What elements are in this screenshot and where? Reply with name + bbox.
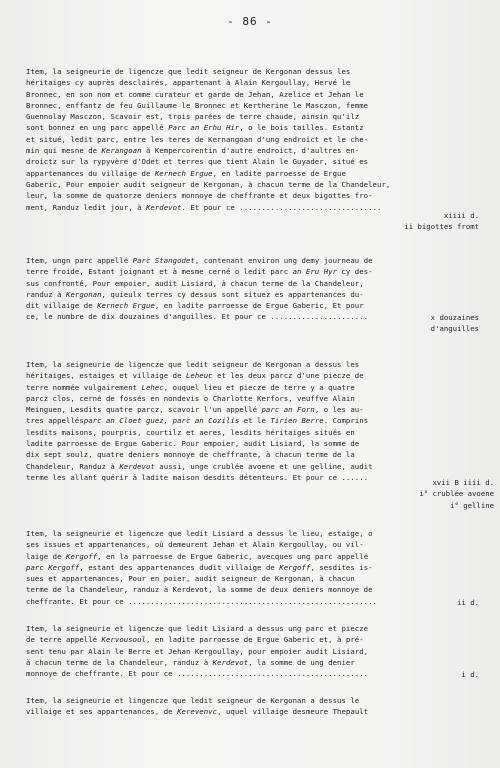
margin-amount	[419, 477, 494, 511]
text-segment: Item, la seigneurie et ligencze que ledit Lisiard a dessus ung parc et piecze	[26, 624, 369, 633]
margin-amount	[404, 210, 479, 233]
margin-line: i° gelline	[450, 500, 494, 510]
text-segment: , uquel villaige desmeure Thepault	[217, 707, 369, 717]
place-name: parc Kergoff	[26, 562, 80, 572]
text-segment: Guennolay Masczon, Scavoir est, trois parées de terre chaude, ainsin qu'ilz	[26, 112, 360, 122]
text-segment: à Kempercorentin d'autre endroict, d'aultres en-	[141, 146, 360, 156]
text-segment: Item, la seigneurie et lingencze que ledit seigneur de Kergonan a dessus le	[26, 696, 360, 705]
text-line	[26, 461, 380, 472]
text-line	[26, 202, 380, 213]
margin-line: ii bigottes fromt	[404, 222, 479, 232]
text-segment: héritaiges cy auprès desclairés, appartenant à Alain Kergoullay, Hervé le	[26, 78, 351, 88]
text-line	[26, 255, 380, 266]
text-segment: appartenances du villaige de	[26, 168, 155, 178]
margin-line: i° crublée avoene	[419, 489, 494, 499]
place-name: Tirien Berre	[270, 416, 324, 426]
place-name: Lehec	[141, 382, 164, 392]
text-segment: terme les allant quérir à ladite maison desdits détenteurs. Et pour ce ......	[26, 472, 369, 482]
text-segment: monnoye de cheffrante. Et pour ce ...........................................	[26, 669, 369, 679]
text-segment: terme de la Chandeleur, randuz à Kerdevot, la somme de deux deniers monnoye de	[26, 585, 373, 595]
text-segment: Item, ungn parc appellé	[26, 256, 133, 265]
text-line	[26, 179, 391, 190]
text-line	[26, 528, 380, 539]
place-name: Kerdevot	[145, 202, 182, 212]
text-segment: ses issues et appartenances, où demeurent Jehan et Alain Kergoullay, ou vil-	[26, 540, 364, 550]
place-name: Kerdevot	[212, 657, 249, 667]
text-line	[26, 145, 380, 156]
text-segment: , la somme de ung denier	[248, 657, 355, 667]
place-name: parc an Cloet guez, parc an Cozilis	[83, 416, 240, 426]
place-name: Kergoff	[66, 551, 98, 561]
text-segment: Bronnec, enffantz de feu Guillaume le Bronnec et Kertherine le Masczon, femme	[26, 100, 369, 110]
text-line	[26, 168, 380, 179]
text-line	[26, 668, 380, 679]
text-line	[26, 404, 380, 415]
entry-paragraph	[26, 359, 380, 483]
text-segment: tres appellés	[26, 416, 84, 426]
text-segment: dit villaige de	[26, 301, 98, 311]
text-segment: lesdits maisons, pourpris, courtilz et aeres, lesdits héritaiges situés en	[26, 427, 355, 437]
margin-amount	[457, 597, 479, 608]
text-line	[26, 646, 380, 657]
text-line	[26, 89, 380, 100]
text-segment: Item, la seigneurie de ligencze que ledit seigneur de Kergonan dessus les	[26, 67, 351, 76]
margin-line: d'anguilles	[430, 324, 479, 334]
text-segment: de terre appellé	[26, 635, 102, 645]
place-name: Leheuc	[185, 371, 213, 381]
text-segment: , quieulx terres cy dessus sont situez es appartenances du-	[101, 289, 364, 299]
text-segment: , en ladite parroesse de Ergue	[212, 168, 346, 178]
margin-line: xiiii d.	[443, 211, 479, 220]
text-segment: randuz à	[26, 289, 66, 299]
place-name: Kerdevot	[119, 461, 155, 471]
text-segment: , estant des appartenances dudit villaige de	[79, 562, 280, 572]
text-line	[26, 66, 380, 77]
place-name: Kergoff	[279, 562, 311, 572]
text-segment: et situé, ledit parc, entre les teres de Kernangoan d'ung endroict et le che-	[26, 134, 369, 144]
text-segment: et le	[239, 416, 271, 426]
text-segment: min qui mesne de	[26, 146, 102, 156]
text-segment: Item, la seigneurie et ligencze que ledit Lisiard a dessus le lieu, estaige, o	[26, 529, 373, 538]
text-line	[26, 393, 380, 404]
text-line	[26, 623, 380, 634]
text-line	[26, 382, 380, 393]
place-name: Parc an Erhu Hir	[168, 123, 240, 133]
text-line	[26, 156, 380, 167]
text-segment: , contenant environ ung demy journeau de	[194, 256, 373, 265]
place-name: Kergonan	[66, 289, 102, 299]
text-segment: . Comprins	[323, 416, 369, 426]
text-segment: , en ladite parroesse de Ergue Gaberic et, à pré-	[145, 635, 364, 645]
entry-paragraph	[26, 66, 391, 213]
margin-amount	[431, 312, 479, 335]
text-segment: sent tenu par Alain le Berre et Jehan Kergoullay, pour empoier audit Lisiard,	[26, 646, 369, 656]
text-segment: dix sept soulz, quatre deniers monnoye de cheffrante, à chacun terme de la	[26, 450, 355, 460]
text-line	[26, 122, 380, 133]
text-line	[26, 77, 380, 88]
text-segment: à chacun terme de la Chandeleur, randuz à	[26, 657, 213, 667]
text-segment: , en ladite parroesse de Ergue Gaberic, Et pour	[154, 301, 364, 311]
text-segment: sont bonnez en ung parc appellé	[26, 123, 169, 133]
entry-paragraph	[26, 695, 380, 718]
text-segment: , o le bois tailles. Estantz	[239, 123, 364, 133]
text-line	[26, 596, 380, 607]
text-segment: ment, Randuz ledit jour, à	[26, 202, 146, 212]
text-segment: leur, la somme de quatorze deniers monnoye de cheffrante et deux bigottes fro-	[26, 191, 373, 201]
text-line	[26, 584, 380, 595]
entry-paragraph	[26, 623, 380, 679]
text-line	[26, 562, 380, 573]
text-segment: villaige et ses appartenances, de	[26, 707, 178, 717]
text-line	[26, 657, 380, 668]
place-name: Parc Stangodet	[132, 256, 195, 265]
text-line	[26, 289, 380, 300]
text-segment: sus confronté, Pour empoier, audit Lisiard, à chacun terme de la Chandeleur,	[26, 278, 364, 288]
place-name: an Eru Hyr	[292, 267, 338, 277]
text-line	[26, 472, 380, 483]
text-line	[26, 449, 380, 460]
text-line	[26, 539, 380, 550]
text-segment: , ouquel lieu et piecze de terre y a quatre	[163, 382, 355, 392]
text-segment: héritaiges, estaiges et villaige de	[26, 371, 186, 381]
text-segment: droictz sur la rypyvère d'Odet et terres que tient Alain le Guyader, situé es	[26, 157, 369, 167]
place-name: Kernech Ergue	[97, 301, 155, 311]
place-name: Kernech Ergue	[154, 168, 213, 178]
margin-line: ii d.	[457, 598, 479, 607]
text-segment: cheffrante. Et pour ce ........................................................	[26, 596, 378, 606]
place-name: Kerevenvc	[177, 707, 218, 717]
text-line	[26, 111, 380, 122]
margin-line: xvii B iiii d.	[432, 478, 494, 487]
text-line	[26, 438, 380, 449]
text-line	[26, 190, 380, 201]
text-segment: ce, le numbre de dix douzaines d'anguilles. Et pour ce ......................	[26, 312, 369, 322]
text-segment: terre nommée vulgairement	[26, 382, 142, 392]
text-segment: Item, la seigneurie de ligencze que ledit seigneur de Kergonan a dessus les	[26, 360, 360, 369]
text-segment: Gaberic, Pour empoier audit seigneur de Kergonan, à chacun terme de la Chandeleur,	[26, 179, 391, 189]
page-number: - 86 -	[227, 15, 273, 28]
text-segment: laige de	[26, 551, 66, 561]
text-segment: terre froide, Estant joignant et à mesme cerné o ledit parc	[26, 267, 293, 277]
text-line	[26, 359, 380, 370]
text-segment: , sesdites is-	[310, 562, 373, 572]
text-segment: . Et pour ce ................................	[181, 202, 382, 212]
text-line	[26, 706, 380, 717]
text-line	[26, 427, 380, 438]
place-name: Kervousoul	[101, 635, 146, 645]
text-line	[26, 100, 380, 111]
text-segment: Meinguen, Lesdits quatre parcz, scavoir l'un appellé	[26, 405, 262, 415]
place-name: parc an Forn	[261, 405, 315, 415]
text-segment: cy des-	[337, 267, 373, 277]
text-line	[26, 551, 380, 562]
margin-line: i d.	[461, 670, 479, 679]
text-segment: aussi, unge crublée avoene et une gelline, audit	[154, 461, 373, 471]
text-segment: sues et appartenances, Pour en poier, audit seigneur de Kergonan, à chacun	[26, 574, 355, 584]
text-line	[26, 573, 380, 584]
place-name: Kerangoan	[101, 146, 142, 156]
text-segment: , en la parroesse de Ergue Gaberic, avecques ung parc appellé	[97, 551, 369, 561]
margin-line: x douzaines	[430, 313, 479, 322]
text-segment: Chandeleur, Randuz à	[26, 461, 120, 471]
text-segment: Bronnec, en son nom et comme curateur et garde de Jehan, Azelice et Jehan le	[26, 89, 364, 99]
text-line	[26, 634, 380, 645]
text-segment: ladite parroesse de Ergue Gaberic. Pour empoier, audit Lisiard, la somme de	[26, 439, 360, 449]
text-line	[26, 134, 380, 145]
text-line	[26, 415, 380, 426]
text-line	[26, 266, 380, 277]
entry-paragraph	[26, 255, 380, 323]
text-line	[26, 311, 380, 322]
text-line	[26, 278, 380, 289]
entry-paragraph	[26, 528, 380, 607]
text-segment: parcz clos, cerné de fossés en nondevis o Charlotte Kerfors, veuffve Alain	[26, 393, 355, 403]
text-line	[26, 370, 380, 381]
text-line	[26, 695, 380, 706]
text-segment: , o les au-	[314, 405, 364, 415]
margin-amount	[461, 669, 479, 680]
text-segment: et les deux parcz d'une piecze de	[212, 371, 364, 381]
text-line	[26, 300, 380, 311]
